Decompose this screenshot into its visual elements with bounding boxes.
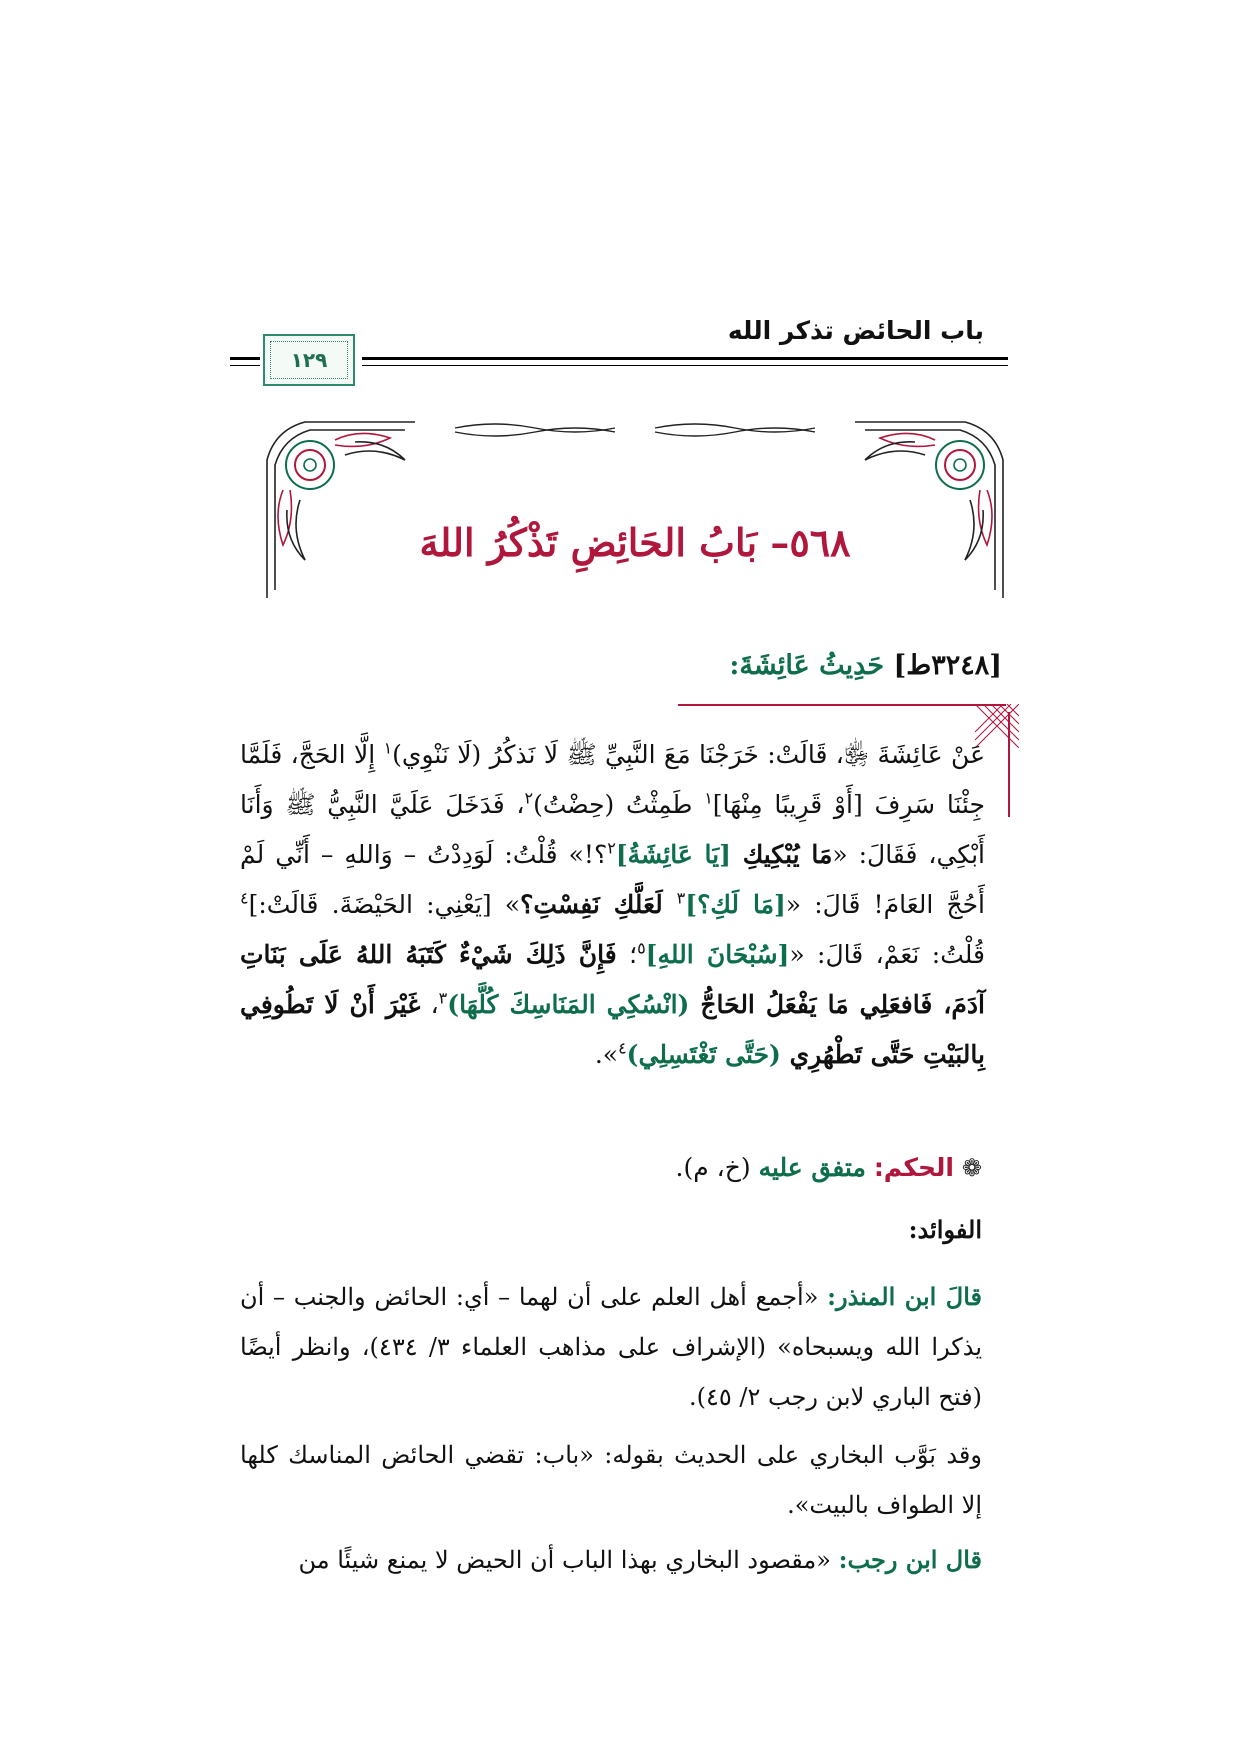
running-title: باب الحائض تذكر الله [727, 316, 984, 345]
hadith-segment: عَنْ عَائِشَةَ ﵂، قَالَتْ: خَرَجْنَا مَعَ النَّبِيِّ ﷺ لَا نَذكُرُ (لَا نَنْوِي) [392, 740, 986, 769]
variant-text: [مَا لَكِ؟] [685, 890, 786, 919]
chapter-ornament [265, 420, 1005, 600]
flower-bullet-icon: ❁ [961, 1154, 982, 1182]
prophet-speech: مَا يُبْكِيكِ [742, 840, 833, 869]
hadith-segment: ، فَدَخَلَ عَلَيَّ النَّبِيُّ ﷺ وَأَنَا أَبْكِي، فَقَالَ: « [240, 790, 985, 869]
header-rule-left-thin [230, 365, 260, 366]
scholar-name: قال ابن رجب: [838, 1545, 982, 1574]
scholar-name: قالَ ابن المنذر: [827, 1282, 982, 1311]
footnote-marker: ١ [704, 788, 713, 808]
top-band-ornament [455, 424, 815, 436]
footnote-marker: ٣ [676, 888, 686, 908]
footnote-marker: ٢ [607, 838, 616, 858]
hukm-label: الحكم: [873, 1153, 954, 1182]
hadith-segment: ». [594, 1040, 619, 1069]
hadith-reference: [٣٢٤٨ط] [893, 650, 1002, 681]
footnote-marker: ٢ [524, 788, 534, 808]
footnote-marker: ٣ [438, 988, 448, 1008]
prophet-speech: لَعَلَّكِ نَفِسْتِ؟ [520, 890, 677, 919]
hukm-value: متفق عليه [758, 1153, 866, 1182]
paragraph-text: «مقصود البخاري بهذا الباب أن الحيض لا يمنع شيئًا من [298, 1546, 839, 1574]
chapter-title: ٥٦٨– بَابُ الحَائِضِ تَذْكُرُ اللهَ [419, 520, 851, 565]
hukm-line [676, 1153, 982, 1182]
hadith-text [240, 730, 985, 1080]
paragraph-text: «أجمع أهل العلم على أن لهما – أي: الحائض والجنب – أن يذكرا الله ويسبحاه» (الإشراف على مذاهب العلماء ٣/ ٤٣٤)، وانظر أيضًا (فتح الباري لابن رجب ٢/ ٤٥). [240, 1283, 983, 1411]
hadith-segment: إِلَّا الحَجَّ، فَلَمَّا جِئْنَا سَرِفَ [أَوْ قَرِيبًا مِنْهَا] [240, 740, 985, 819]
hadith-segment: طَمِثْتُ (حِضْتُ) [533, 790, 705, 819]
footnote-marker: ٤ [240, 888, 249, 908]
hadith-frame-top [678, 704, 1006, 706]
corner-ornament-left [267, 422, 415, 598]
variant-text: (حَتَّى تَغْتَسِلِي) [626, 1040, 781, 1069]
footnote-marker: ١ [383, 738, 393, 758]
prophet-speech: غَيْرَ أَنْ لَا تَطُوفِي بِالبَيْتِ حَتَّى تَطْهُرِي [240, 990, 985, 1069]
hukm-source: (خ، م). [675, 1153, 751, 1182]
paragraph-bukhari [240, 1430, 982, 1530]
hadith-segment: ، [420, 990, 439, 1019]
paragraph-ibn-mundhir [240, 1272, 982, 1422]
fawaid-heading: الفوائد: [908, 1215, 982, 1244]
footnote-marker: ٥ [637, 938, 646, 958]
hadith-heading-text: حَدِيثُ عَائِشَةَ: [729, 650, 885, 681]
paragraph-ibn-rajab [240, 1535, 982, 1585]
variant-text: (انْسُكِي المَنَاسِكَ كُلَّهَا) [447, 990, 690, 1019]
page-number-frame [263, 334, 355, 386]
hadith-segment: ؟!» قُلْتُ: لَوَدِدْتُ – وَاللهِ – أَنِّي لَمْ أَحُجَّ العَامَ! قَالَ: « [240, 840, 985, 919]
variant-text: [سُبْحَانَ اللهِ] [645, 940, 790, 969]
paragraph-text: وقد بَوَّب البخاري على الحديث بقوله: «باب: تقضي الحائض المناسك كلها إلا الطواف بالبيت». [240, 1441, 982, 1519]
header-rule-thin [362, 365, 1008, 366]
header-rule-left [230, 357, 260, 360]
corner-ornament-right [855, 422, 1003, 598]
footnote-marker: ٤ [618, 1038, 627, 1058]
hadith-heading [729, 650, 1002, 681]
prophet-speech: فَإِنَّ ذَلِكَ شَيْءٌ كَتَبَهُ اللهُ عَلَى بَنَاتِ آدَمَ، فَافعَلِي مَا يَفْعَلُ الحَاجُّ [240, 940, 985, 1019]
hadith-segment: ؛ [616, 940, 638, 969]
hadith-segment: » [يَعْنِي: الحَيْضَةَ. قَالَتْ:] [248, 890, 521, 919]
hadith-segment: قُلْتُ: نَعَمْ، قَالَ: « [789, 940, 985, 969]
page-number: ١٢٩ [290, 348, 328, 372]
header-rule [362, 357, 1008, 360]
variant-text: [يَا عَائِشَةُ] [615, 840, 743, 869]
